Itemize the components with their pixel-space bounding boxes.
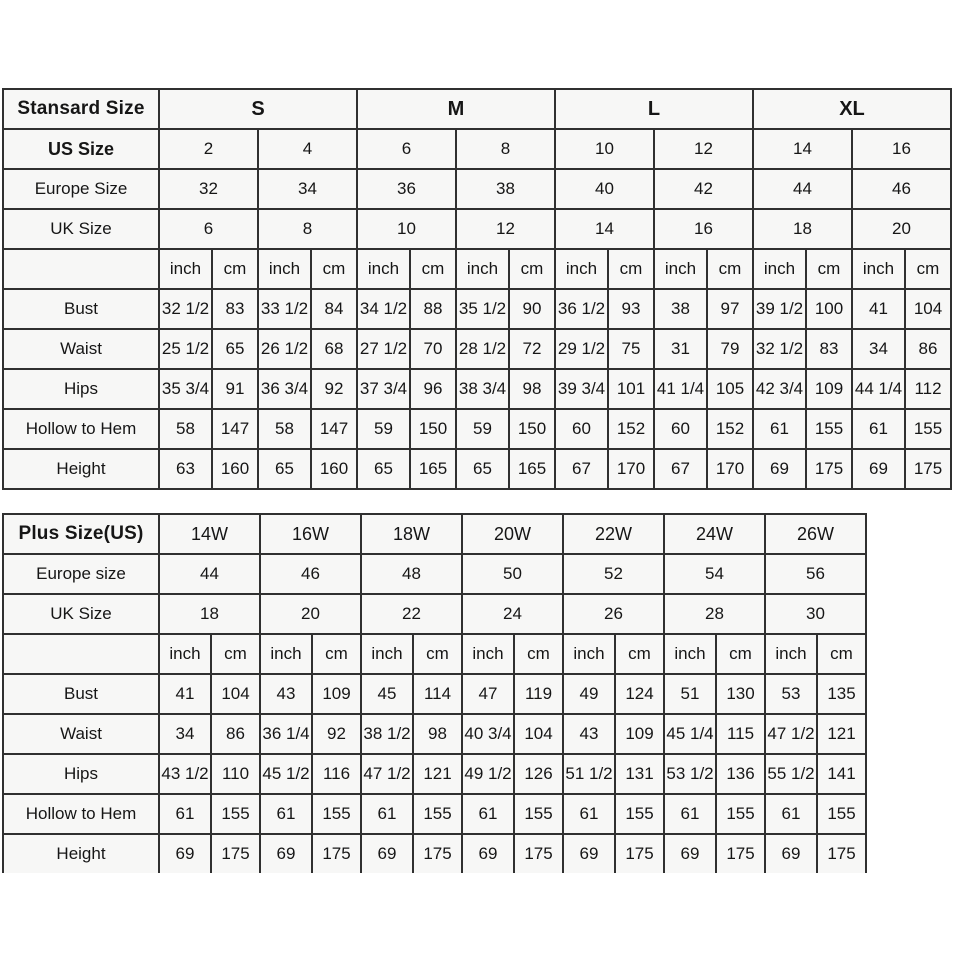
- value-cell: 28: [664, 594, 765, 634]
- value-cell: 61: [664, 794, 716, 834]
- unit-header: inch: [258, 249, 311, 289]
- value-cell: 104: [514, 714, 563, 754]
- value-cell: 43: [563, 714, 615, 754]
- value-cell: 68: [311, 329, 357, 369]
- value-cell: 34: [852, 329, 905, 369]
- value-cell: 150: [410, 409, 456, 449]
- value-cell: 97: [707, 289, 753, 329]
- value-cell: 45: [361, 674, 413, 714]
- value-cell: 150: [509, 409, 555, 449]
- value-cell: 69: [462, 834, 514, 873]
- plus-header: 16W: [260, 514, 361, 554]
- unit-header: cm: [413, 634, 462, 674]
- value-cell: 104: [905, 289, 951, 329]
- value-cell: 35 1/2: [456, 289, 509, 329]
- value-cell: 61: [462, 794, 514, 834]
- value-cell: 46: [260, 554, 361, 594]
- value-cell: 92: [312, 714, 361, 754]
- value-cell: 12: [456, 209, 555, 249]
- value-cell: 170: [608, 449, 654, 489]
- value-cell: 165: [410, 449, 456, 489]
- value-cell: 65: [212, 329, 258, 369]
- unit-header: cm: [615, 634, 664, 674]
- value-cell: 53 1/2: [664, 754, 716, 794]
- value-cell: 60: [555, 409, 608, 449]
- value-cell: 45 1/2: [260, 754, 312, 794]
- unit-header: inch: [462, 634, 514, 674]
- unit-header: inch: [159, 249, 212, 289]
- row-label: US Size: [3, 129, 159, 169]
- row-label: Europe size: [3, 554, 159, 594]
- unit-header: inch: [753, 249, 806, 289]
- value-cell: 47 1/2: [765, 714, 817, 754]
- value-cell: 24: [462, 594, 563, 634]
- value-cell: 155: [905, 409, 951, 449]
- plus-header: 20W: [462, 514, 563, 554]
- value-cell: 61: [159, 794, 211, 834]
- row-label: Hips: [3, 369, 159, 409]
- value-cell: 155: [716, 794, 765, 834]
- value-cell: 37 3/4: [357, 369, 410, 409]
- value-cell: 44: [159, 554, 260, 594]
- value-cell: 90: [509, 289, 555, 329]
- value-cell: 119: [514, 674, 563, 714]
- value-cell: 52: [563, 554, 664, 594]
- value-cell: 100: [806, 289, 852, 329]
- value-cell: 72: [509, 329, 555, 369]
- value-cell: 41: [159, 674, 211, 714]
- value-cell: 109: [615, 714, 664, 754]
- value-cell: 32 1/2: [159, 289, 212, 329]
- value-cell: 6: [159, 209, 258, 249]
- row-label: Europe Size: [3, 169, 159, 209]
- value-cell: 55 1/2: [765, 754, 817, 794]
- value-cell: 38 1/2: [361, 714, 413, 754]
- value-cell: 49 1/2: [462, 754, 514, 794]
- unit-header: inch: [664, 634, 716, 674]
- value-cell: 175: [905, 449, 951, 489]
- value-cell: 69: [260, 834, 312, 873]
- unit-header: inch: [555, 249, 608, 289]
- unit-header: cm: [806, 249, 852, 289]
- value-cell: 175: [211, 834, 260, 873]
- value-cell: 155: [514, 794, 563, 834]
- row-label: Bust: [3, 674, 159, 714]
- unit-header: inch: [159, 634, 211, 674]
- unit-header: inch: [361, 634, 413, 674]
- value-cell: 10: [555, 129, 654, 169]
- value-cell: 114: [413, 674, 462, 714]
- plus-header: 26W: [765, 514, 866, 554]
- corner-cell: [3, 249, 159, 289]
- value-cell: 109: [312, 674, 361, 714]
- row-label: Height: [3, 834, 159, 873]
- value-cell: 155: [211, 794, 260, 834]
- unit-header: cm: [212, 249, 258, 289]
- value-cell: 92: [311, 369, 357, 409]
- value-cell: 26: [563, 594, 664, 634]
- value-cell: 38: [654, 289, 707, 329]
- value-cell: 147: [212, 409, 258, 449]
- unit-header: cm: [817, 634, 866, 674]
- value-cell: 42 3/4: [753, 369, 806, 409]
- value-cell: 25 1/2: [159, 329, 212, 369]
- value-cell: 56: [765, 554, 866, 594]
- value-cell: 31: [654, 329, 707, 369]
- corner-cell: [3, 634, 159, 674]
- group-header: M: [357, 89, 555, 129]
- value-cell: 44: [753, 169, 852, 209]
- value-cell: 61: [260, 794, 312, 834]
- unit-header: cm: [905, 249, 951, 289]
- value-cell: 69: [852, 449, 905, 489]
- value-cell: 175: [806, 449, 852, 489]
- plus-size-table: [2, 513, 867, 873]
- row-label: Hips: [3, 754, 159, 794]
- value-cell: 60: [654, 409, 707, 449]
- value-cell: 116: [312, 754, 361, 794]
- value-cell: 14: [753, 129, 852, 169]
- unit-header: inch: [765, 634, 817, 674]
- value-cell: 91: [212, 369, 258, 409]
- value-cell: 2: [159, 129, 258, 169]
- value-cell: 36 1/4: [260, 714, 312, 754]
- plus-header: 24W: [664, 514, 765, 554]
- value-cell: 65: [456, 449, 509, 489]
- unit-header: cm: [410, 249, 456, 289]
- value-cell: 96: [410, 369, 456, 409]
- row-label: Hollow to Hem: [3, 409, 159, 449]
- value-cell: 86: [905, 329, 951, 369]
- value-cell: 70: [410, 329, 456, 369]
- value-cell: 43 1/2: [159, 754, 211, 794]
- table-title: Plus Size(US): [3, 514, 159, 554]
- table-title: Stansard Size: [3, 89, 159, 129]
- unit-header: inch: [357, 249, 410, 289]
- unit-header: cm: [211, 634, 260, 674]
- value-cell: 83: [212, 289, 258, 329]
- value-cell: 69: [159, 834, 211, 873]
- row-label: Waist: [3, 329, 159, 369]
- value-cell: 34: [258, 169, 357, 209]
- value-cell: 8: [258, 209, 357, 249]
- value-cell: 175: [312, 834, 361, 873]
- value-cell: 93: [608, 289, 654, 329]
- value-cell: 39 1/2: [753, 289, 806, 329]
- value-cell: 109: [806, 369, 852, 409]
- value-cell: 40 3/4: [462, 714, 514, 754]
- plus-header: 14W: [159, 514, 260, 554]
- value-cell: 51 1/2: [563, 754, 615, 794]
- value-cell: 79: [707, 329, 753, 369]
- value-cell: 39 3/4: [555, 369, 608, 409]
- value-cell: 6: [357, 129, 456, 169]
- value-cell: 170: [707, 449, 753, 489]
- value-cell: 4: [258, 129, 357, 169]
- value-cell: 33 1/2: [258, 289, 311, 329]
- value-cell: 43: [260, 674, 312, 714]
- value-cell: 41 1/4: [654, 369, 707, 409]
- value-cell: 61: [753, 409, 806, 449]
- value-cell: 47 1/2: [361, 754, 413, 794]
- value-cell: 42: [654, 169, 753, 209]
- value-cell: 61: [765, 794, 817, 834]
- value-cell: 32 1/2: [753, 329, 806, 369]
- unit-header: inch: [852, 249, 905, 289]
- value-cell: 124: [615, 674, 664, 714]
- value-cell: 45 1/4: [664, 714, 716, 754]
- value-cell: 126: [514, 754, 563, 794]
- unit-header: cm: [716, 634, 765, 674]
- value-cell: 131: [615, 754, 664, 794]
- row-label: UK Size: [3, 209, 159, 249]
- value-cell: 152: [608, 409, 654, 449]
- value-cell: 104: [211, 674, 260, 714]
- value-cell: 155: [817, 794, 866, 834]
- plus-header: 18W: [361, 514, 462, 554]
- unit-header: inch: [260, 634, 312, 674]
- value-cell: 155: [413, 794, 462, 834]
- value-cell: 10: [357, 209, 456, 249]
- unit-header: inch: [654, 249, 707, 289]
- value-cell: 69: [765, 834, 817, 873]
- value-cell: 54: [664, 554, 765, 594]
- value-cell: 36: [357, 169, 456, 209]
- value-cell: 34: [159, 714, 211, 754]
- standard-size-table: [2, 88, 952, 490]
- value-cell: 41: [852, 289, 905, 329]
- value-cell: 155: [312, 794, 361, 834]
- value-cell: 155: [615, 794, 664, 834]
- value-cell: 50: [462, 554, 563, 594]
- value-cell: 16: [852, 129, 951, 169]
- value-cell: 38: [456, 169, 555, 209]
- value-cell: 130: [716, 674, 765, 714]
- unit-header: cm: [514, 634, 563, 674]
- group-header: S: [159, 89, 357, 129]
- value-cell: 101: [608, 369, 654, 409]
- value-cell: 152: [707, 409, 753, 449]
- value-cell: 27 1/2: [357, 329, 410, 369]
- value-cell: 83: [806, 329, 852, 369]
- value-cell: 155: [806, 409, 852, 449]
- unit-header: cm: [312, 634, 361, 674]
- value-cell: 32: [159, 169, 258, 209]
- value-cell: 65: [258, 449, 311, 489]
- value-cell: 175: [413, 834, 462, 873]
- value-cell: 47: [462, 674, 514, 714]
- value-cell: 18: [753, 209, 852, 249]
- value-cell: 141: [817, 754, 866, 794]
- value-cell: 48: [361, 554, 462, 594]
- row-label: Hollow to Hem: [3, 794, 159, 834]
- value-cell: 53: [765, 674, 817, 714]
- row-label: UK Size: [3, 594, 159, 634]
- value-cell: 12: [654, 129, 753, 169]
- value-cell: 46: [852, 169, 951, 209]
- row-label: Height: [3, 449, 159, 489]
- row-label: Waist: [3, 714, 159, 754]
- value-cell: 58: [159, 409, 212, 449]
- value-cell: 36 3/4: [258, 369, 311, 409]
- group-header: XL: [753, 89, 951, 129]
- value-cell: 35 3/4: [159, 369, 212, 409]
- value-cell: 115: [716, 714, 765, 754]
- unit-header: cm: [608, 249, 654, 289]
- value-cell: 175: [514, 834, 563, 873]
- unit-header: inch: [563, 634, 615, 674]
- value-cell: 88: [410, 289, 456, 329]
- unit-header: inch: [456, 249, 509, 289]
- value-cell: 61: [852, 409, 905, 449]
- value-cell: 30: [765, 594, 866, 634]
- value-cell: 69: [753, 449, 806, 489]
- value-cell: 69: [664, 834, 716, 873]
- value-cell: 121: [817, 714, 866, 754]
- value-cell: 59: [357, 409, 410, 449]
- value-cell: 98: [509, 369, 555, 409]
- value-cell: 51: [664, 674, 716, 714]
- value-cell: 175: [817, 834, 866, 873]
- value-cell: 165: [509, 449, 555, 489]
- value-cell: 18: [159, 594, 260, 634]
- value-cell: 175: [615, 834, 664, 873]
- value-cell: 36 1/2: [555, 289, 608, 329]
- value-cell: 136: [716, 754, 765, 794]
- value-cell: 75: [608, 329, 654, 369]
- value-cell: 67: [555, 449, 608, 489]
- value-cell: 121: [413, 754, 462, 794]
- value-cell: 58: [258, 409, 311, 449]
- value-cell: 28 1/2: [456, 329, 509, 369]
- value-cell: 49: [563, 674, 615, 714]
- plus-header: 22W: [563, 514, 664, 554]
- value-cell: 29 1/2: [555, 329, 608, 369]
- value-cell: 38 3/4: [456, 369, 509, 409]
- value-cell: 26 1/2: [258, 329, 311, 369]
- value-cell: 86: [211, 714, 260, 754]
- value-cell: 63: [159, 449, 212, 489]
- unit-header: cm: [509, 249, 555, 289]
- value-cell: 135: [817, 674, 866, 714]
- value-cell: 44 1/4: [852, 369, 905, 409]
- unit-header: cm: [707, 249, 753, 289]
- value-cell: 112: [905, 369, 951, 409]
- value-cell: 61: [563, 794, 615, 834]
- value-cell: 59: [456, 409, 509, 449]
- unit-header: cm: [311, 249, 357, 289]
- value-cell: 69: [361, 834, 413, 873]
- value-cell: 67: [654, 449, 707, 489]
- value-cell: 160: [212, 449, 258, 489]
- value-cell: 8: [456, 129, 555, 169]
- value-cell: 61: [361, 794, 413, 834]
- value-cell: 160: [311, 449, 357, 489]
- value-cell: 98: [413, 714, 462, 754]
- value-cell: 175: [716, 834, 765, 873]
- value-cell: 84: [311, 289, 357, 329]
- value-cell: 22: [361, 594, 462, 634]
- value-cell: 40: [555, 169, 654, 209]
- row-label: Bust: [3, 289, 159, 329]
- value-cell: 16: [654, 209, 753, 249]
- value-cell: 147: [311, 409, 357, 449]
- group-header: L: [555, 89, 753, 129]
- value-cell: 34 1/2: [357, 289, 410, 329]
- value-cell: 65: [357, 449, 410, 489]
- value-cell: 14: [555, 209, 654, 249]
- value-cell: 20: [260, 594, 361, 634]
- value-cell: 110: [211, 754, 260, 794]
- value-cell: 69: [563, 834, 615, 873]
- value-cell: 105: [707, 369, 753, 409]
- value-cell: 20: [852, 209, 951, 249]
